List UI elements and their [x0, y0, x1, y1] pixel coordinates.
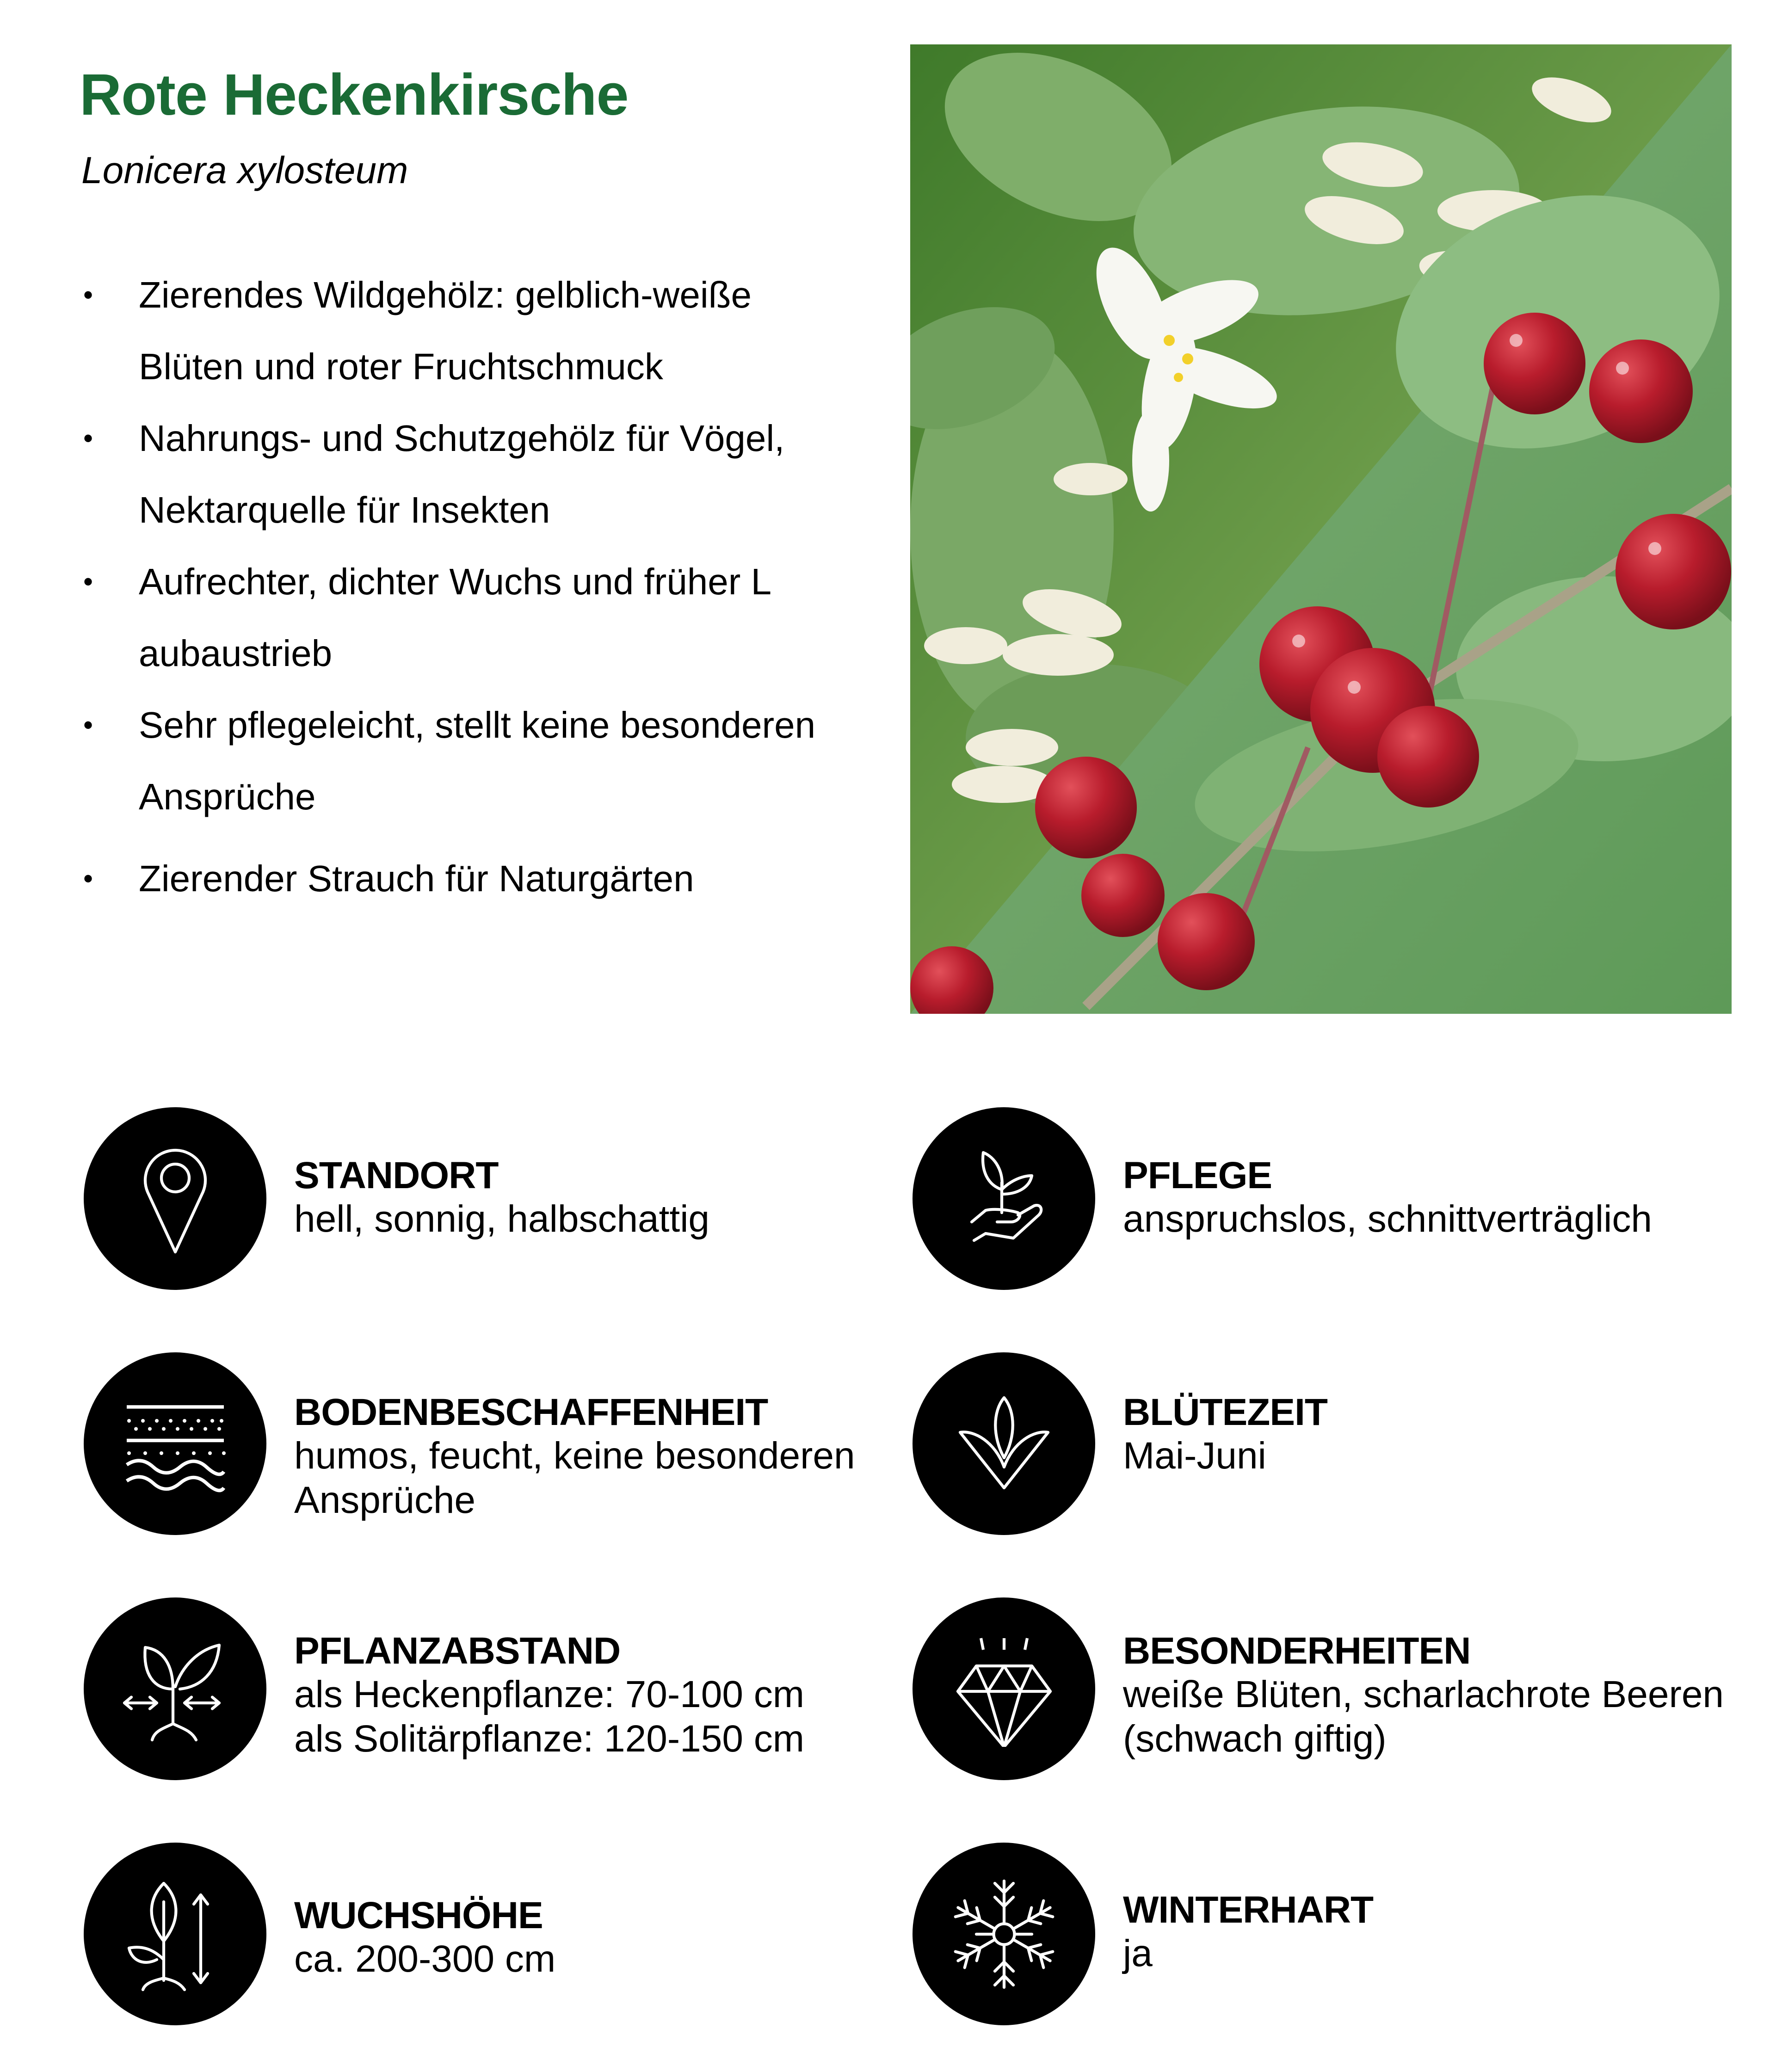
bullet-text-line: Sehr pflegeleicht, stellt keine besonderen — [139, 704, 816, 746]
plant-spacing-icon — [84, 1597, 266, 1780]
feature-value: Mai-Juni — [1123, 1435, 1266, 1477]
feature-value: weiße Blüten, scharlachrote Beeren — [1123, 1673, 1724, 1715]
feature-heading: PFLANZABSTAND — [294, 1630, 621, 1672]
feature-heading: BLÜTEZEIT — [1123, 1391, 1327, 1433]
feature-value: als Solitärpflanze: 120-150 cm — [294, 1718, 805, 1760]
feature-heading: BODENBESCHAFFENHEIT — [294, 1391, 768, 1433]
bullet-dot-icon: • — [83, 423, 93, 454]
feature-heading: WINTERHART — [1123, 1889, 1374, 1931]
feature-heading: BESONDERHEITEN — [1123, 1630, 1471, 1672]
feature-heading: STANDORT — [294, 1154, 499, 1196]
bullet-text-line: Nahrungs- und Schutzgehölz für Vögel, — [139, 418, 785, 459]
page-title: Rote Heckenkirsche — [80, 62, 629, 127]
flower-bloom-icon — [913, 1352, 1095, 1535]
snowflake-icon — [913, 1843, 1095, 2025]
bullet-text-line: Zierender Strauch für Naturgärten — [139, 858, 694, 899]
honeysuckle-photo-illustration — [910, 44, 1732, 1014]
feature-heading: PFLEGE — [1123, 1154, 1272, 1196]
diamond-icon — [913, 1597, 1095, 1780]
bullet-item — [79, 259, 874, 402]
bullet-item — [79, 546, 874, 689]
bullet-text-line: aubaustrieb — [139, 633, 333, 674]
botanical-name: Lonicera xylosteum — [81, 149, 408, 191]
feature-value: (schwach giftig) — [1123, 1718, 1387, 1760]
plant-in-hand-icon — [913, 1107, 1095, 1290]
plant-photo — [910, 44, 1732, 1014]
bullet-dot-icon: • — [83, 863, 93, 894]
bullet-dot-icon: • — [83, 709, 93, 740]
feature-value: Ansprüche — [294, 1479, 476, 1521]
bullet-text-line: Nektarquelle für Insekten — [139, 489, 550, 530]
feature-value: ca. 200-300 cm — [294, 1938, 556, 1980]
bullet-item — [79, 402, 874, 546]
bullet-text-line: Blüten und roter Fruchtschmuck — [139, 346, 663, 387]
bullet-item — [79, 689, 874, 832]
bullet-dot-icon: • — [83, 566, 93, 597]
plant-height-icon — [84, 1843, 266, 2025]
feature-value: ja — [1123, 1932, 1153, 1974]
feature-bullet-list — [79, 259, 874, 914]
feature-value: hell, sonnig, halbschattig — [294, 1198, 710, 1240]
feature-heading: WUCHSHÖHE — [294, 1894, 543, 1936]
feature-value: anspruchslos, schnittverträglich — [1123, 1198, 1652, 1240]
bullet-text-line: Zierendes Wildgehölz: gelblich-weiße — [139, 274, 752, 315]
bullet-text-line: Ansprüche — [139, 776, 316, 817]
bullet-item — [79, 843, 874, 914]
feature-value: humos, feucht, keine besonderen — [294, 1435, 855, 1477]
bullet-dot-icon: • — [83, 279, 93, 310]
location-pin-icon — [84, 1107, 266, 1290]
bullet-text-line: Aufrechter, dichter Wuchs und früher L — [139, 561, 772, 602]
feature-value: als Heckenpflanze: 70-100 cm — [294, 1673, 805, 1715]
soil-layers-icon — [84, 1352, 266, 1535]
